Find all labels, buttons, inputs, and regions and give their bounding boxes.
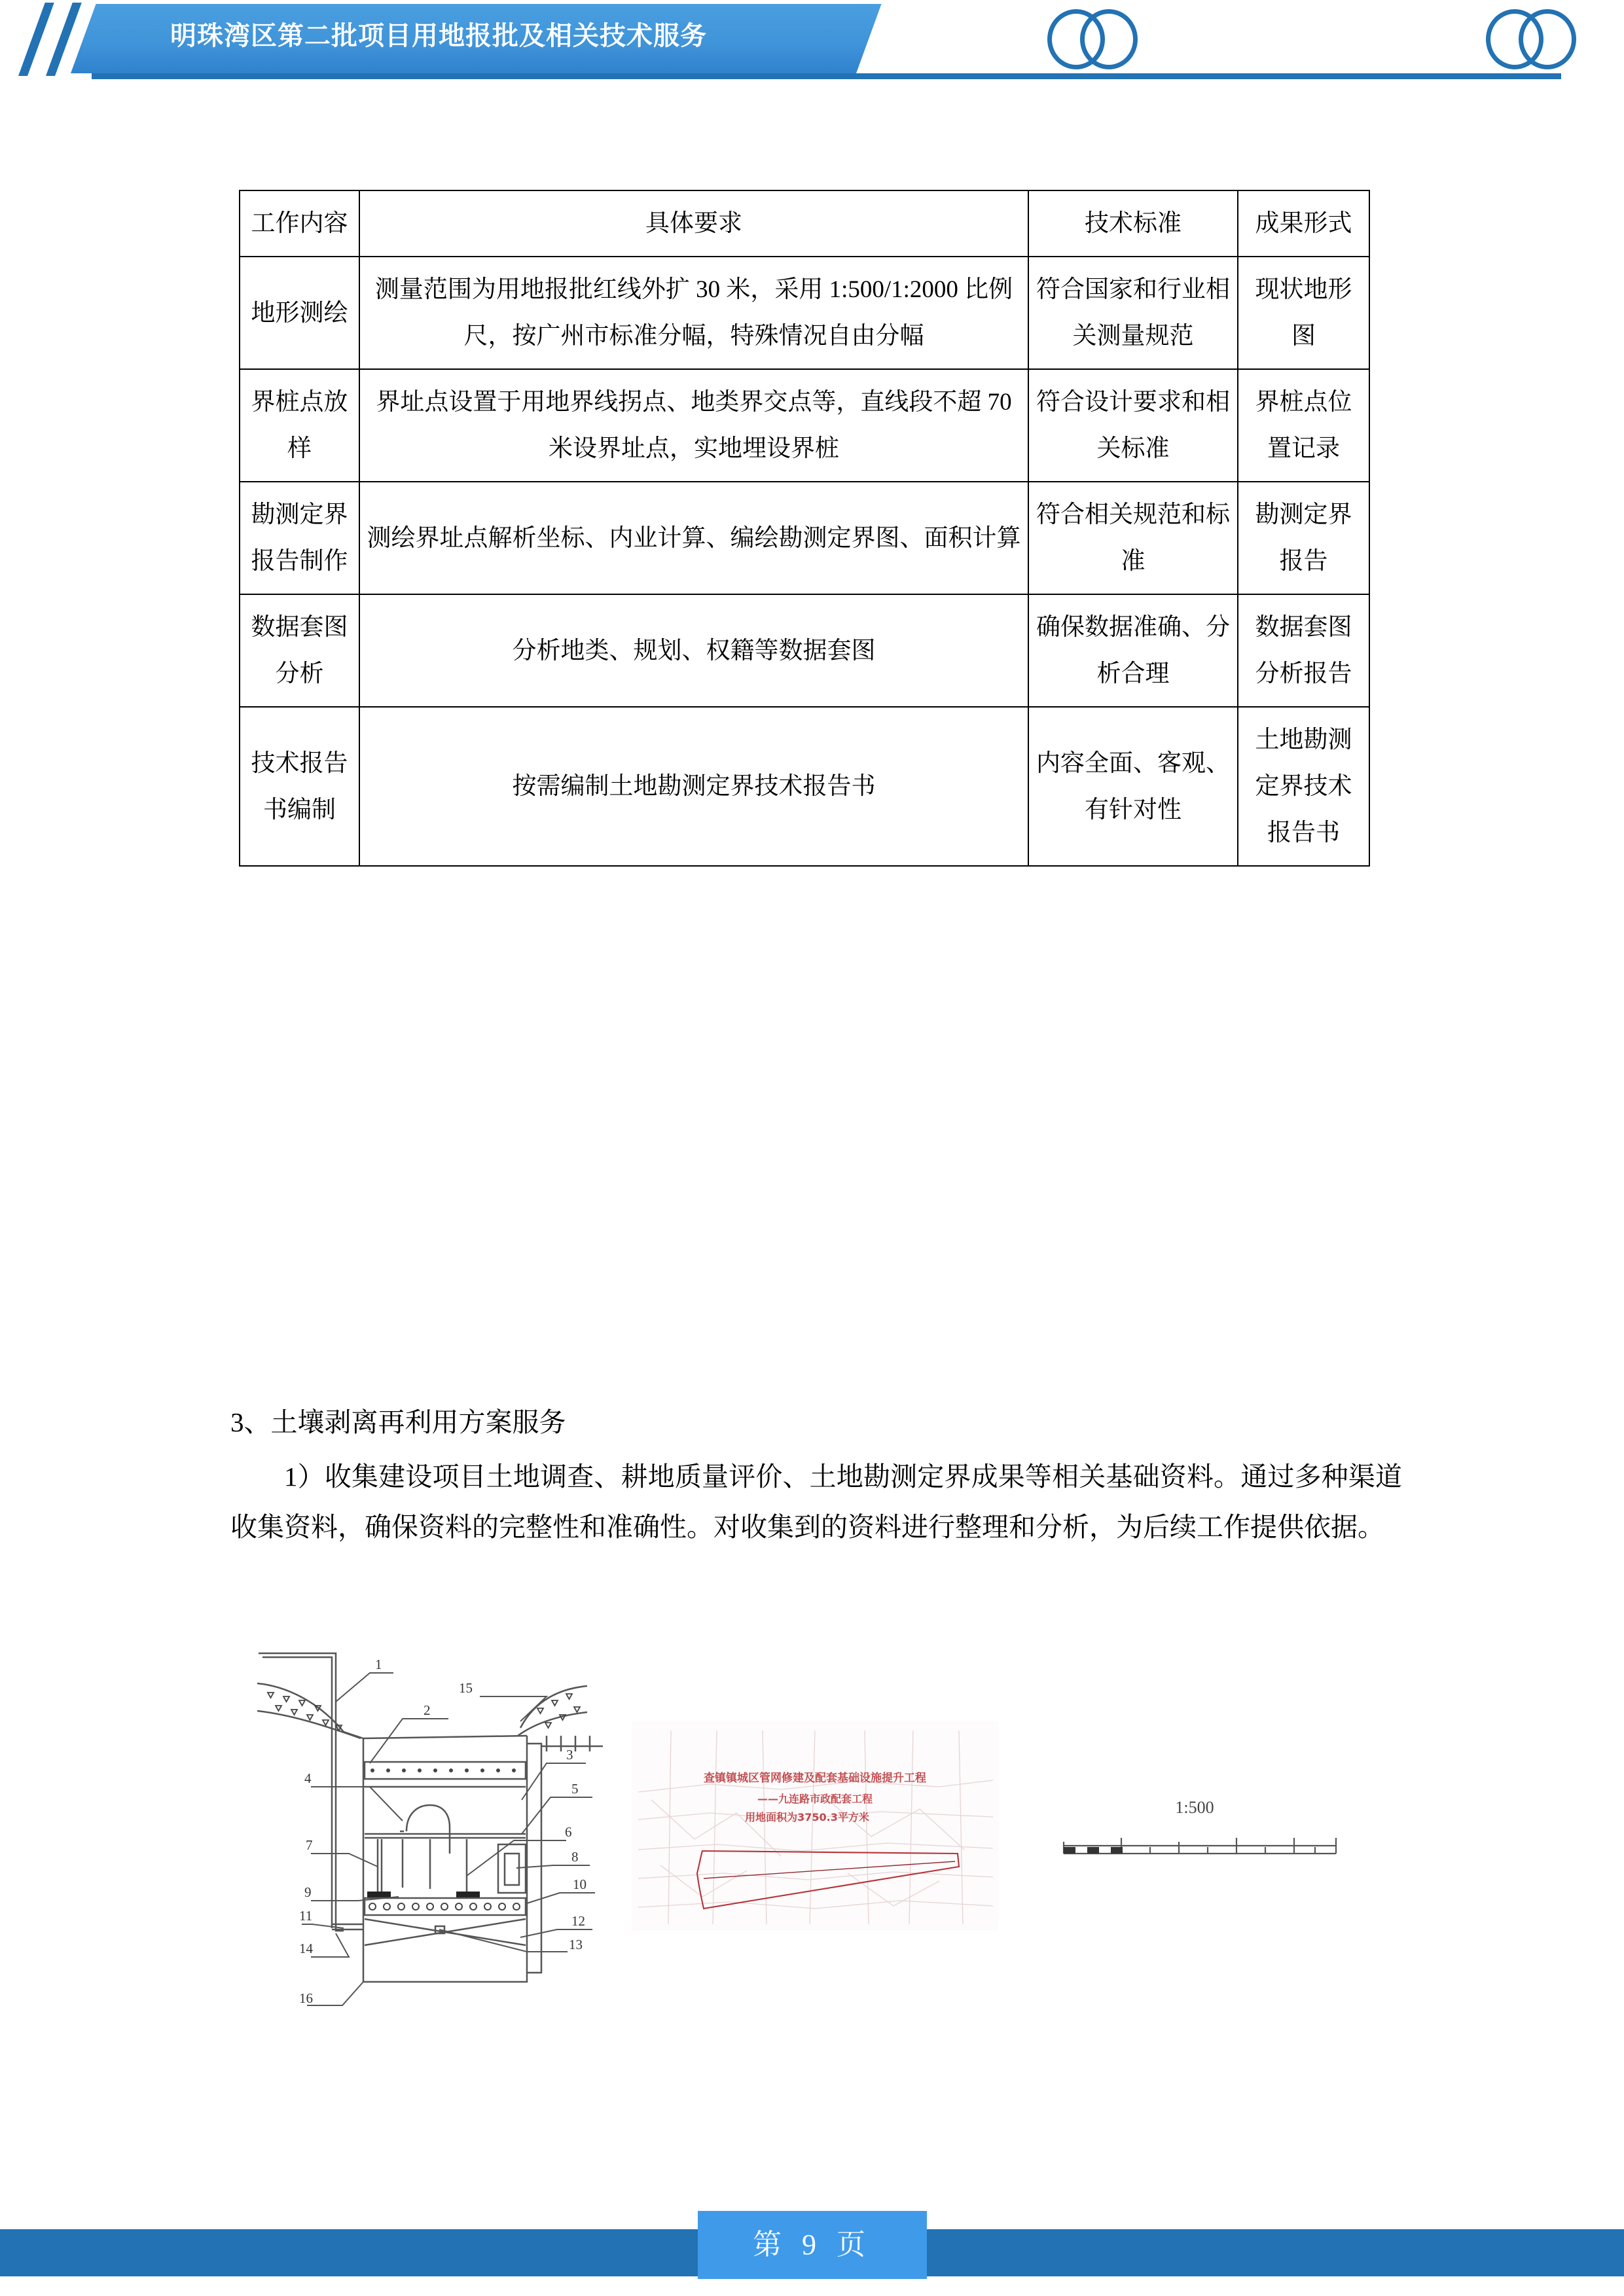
svg-text:12: 12 [571, 1913, 585, 1929]
svg-text:7: 7 [306, 1837, 313, 1853]
page-footer [0, 2210, 1624, 2282]
map-title-line-3: 用地面积为3750.3平方米 [745, 1811, 869, 1823]
section-heading: 3、土壤剥离再利用方案服务 [230, 1407, 566, 1437]
cell-standard: 符合国家和行业相关测量规范 [1028, 257, 1238, 369]
requirements-table-wrapper [239, 190, 1369, 867]
svg-text:2: 2 [424, 1702, 431, 1718]
cell-work-content: 技术报告书编制 [240, 707, 359, 866]
svg-text:10: 10 [573, 1876, 586, 1892]
column-header-standard: 技术标准 [1028, 190, 1238, 257]
cell-standard: 符合设计要求和相关标准 [1028, 369, 1238, 482]
map-scale-bar [1038, 1754, 1352, 1885]
column-header-work-content: 工作内容 [240, 190, 359, 257]
svg-text:5: 5 [571, 1781, 579, 1797]
map-title-line-1: 查镇镇城区管网修建及配套基础设施提升工程 [704, 1772, 926, 1785]
cell-work-content: 数据套图分析 [240, 594, 359, 707]
svg-text:4: 4 [304, 1770, 312, 1786]
cell-work-content: 地形测绘 [240, 257, 359, 369]
body-paragraph-1: 1）收集建设项目土地调查、耕地质量评价、土地勘测定界成果等相关基础资料。通过多种渠道收集资料，确保资料的完整性和准确性。对收集到的资料进行整理和分析，为后续工作提供依据。 [230, 1462, 1402, 1543]
cell-requirement: 按需编制土地勘测定界技术报告书 [359, 707, 1028, 866]
cell-standard: 符合相关规范和标准 [1028, 482, 1238, 594]
svg-text:3: 3 [566, 1747, 573, 1763]
svg-text:16: 16 [299, 1990, 313, 2006]
svg-text:8: 8 [571, 1849, 579, 1865]
cell-requirement: 测量范围为用地报批红线外扩 30 米，采用 1:500/1:2000 比例尺，按广州市标准分幅，特殊情况自由分幅 [359, 257, 1028, 369]
table-row [240, 257, 1369, 369]
svg-text:9: 9 [304, 1884, 312, 1900]
svg-text:11: 11 [299, 1908, 313, 1924]
table-header-row [240, 190, 1369, 257]
cell-work-content: 勘测定界报告制作 [240, 482, 359, 594]
body-text-block [230, 1397, 1402, 1552]
cell-deliverable: 界桩点位置记录 [1238, 369, 1369, 482]
table-row [240, 594, 1369, 707]
cell-requirement: 测绘界址点解析坐标、内业计算、编绘勘测定界图、面积计算 [359, 482, 1028, 594]
map-title-line-2: ——九连路市政配套工程 [757, 1793, 873, 1805]
svg-text:6: 6 [565, 1824, 572, 1840]
cell-work-content: 界桩点放样 [240, 369, 359, 482]
engineering-cross-section-diagram [239, 1623, 605, 2029]
cell-standard: 确保数据准确、分析合理 [1028, 594, 1238, 707]
page-number-label: 第 9 页 [753, 2229, 872, 2261]
table-row [240, 707, 1369, 866]
cell-deliverable: 土地勘测定界技术报告书 [1238, 707, 1369, 866]
cell-standard: 内容全面、客观、有针对性 [1028, 707, 1238, 866]
table-row [240, 482, 1369, 594]
cell-deliverable: 现状地形图 [1238, 257, 1369, 369]
svg-text:15: 15 [459, 1680, 473, 1696]
cadastral-survey-map [632, 1721, 998, 1931]
column-header-requirement: 具体要求 [359, 190, 1028, 257]
header-title: 明珠湾区第二批项目用地报批及相关技术服务 [170, 21, 707, 51]
scale-bar-label: 1:500 [1175, 1798, 1214, 1817]
svg-text:1: 1 [375, 1657, 382, 1672]
table-row [240, 369, 1369, 482]
cell-deliverable: 数据套图分析报告 [1238, 594, 1369, 707]
svg-text:14: 14 [299, 1941, 313, 1956]
cell-requirement: 界址点设置于用地界线拐点、地类界交点等，直线段不超 70 米设界址点，实地埋设界桩 [359, 369, 1028, 482]
cell-requirement: 分析地类、规划、权籍等数据套图 [359, 594, 1028, 707]
figure-group [239, 1623, 1391, 2042]
cell-deliverable: 勘测定界报告 [1238, 482, 1369, 594]
column-header-deliverable: 成果形式 [1238, 190, 1369, 257]
requirements-table [239, 190, 1370, 867]
svg-text:13: 13 [569, 1937, 583, 1952]
